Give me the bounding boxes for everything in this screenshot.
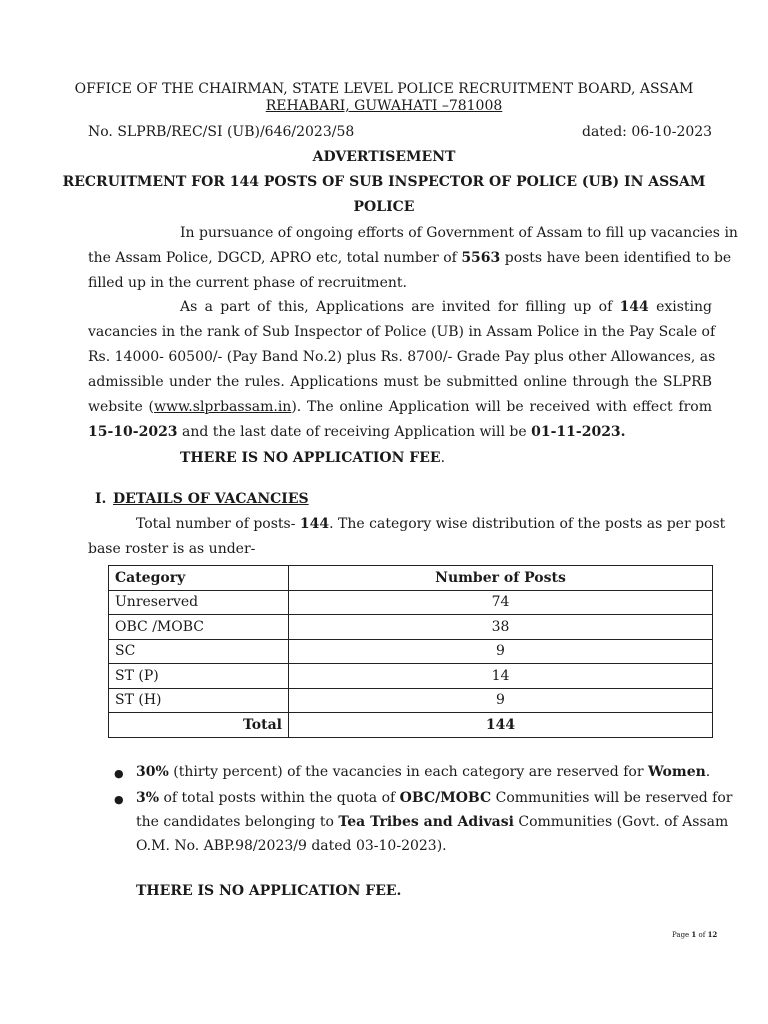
cell-posts: 74 bbox=[289, 590, 713, 615]
reference-number: No. SLPRB/REC/SI (UB)/646/2023/58 bbox=[88, 124, 355, 140]
header-category: Category bbox=[109, 566, 289, 591]
women-label: Women bbox=[647, 764, 706, 780]
bullet-icon: ● bbox=[114, 793, 124, 806]
recruitment-title-line2: POLICE bbox=[353, 199, 415, 215]
section-heading-vacancies: DETAILS OF VACANCIES bbox=[113, 491, 309, 507]
recruitment-title-line1: RECRUITMENT FOR 144 POSTS OF SUB INSPECTOR OF POLICE (UB) IN ASSAM bbox=[62, 174, 706, 190]
bullet-icon: ● bbox=[114, 767, 124, 780]
para1-line3: filled up in the current phase of recruitment. bbox=[88, 275, 407, 291]
no-fee-dot: . bbox=[440, 450, 446, 466]
bullet2-text: of total posts within the quota of bbox=[159, 790, 400, 806]
advertisement-title: ADVERTISEMENT bbox=[312, 149, 456, 165]
para1-text: posts have been identified to be bbox=[500, 250, 732, 266]
page-current: 1 bbox=[691, 930, 697, 939]
obc-mobc-label: OBC/MOBC bbox=[399, 790, 492, 806]
cell-total-label: Total bbox=[109, 713, 289, 738]
total-posts-count: 5563 bbox=[461, 250, 501, 266]
no-fee-text: THERE IS NO APPLICATION FEE bbox=[180, 450, 441, 466]
para2-line5 bbox=[88, 395, 712, 420]
office-address-text: REHABARI, GUWAHATI –781008 bbox=[265, 98, 503, 114]
vacancy-table bbox=[108, 565, 713, 738]
page-of: of bbox=[696, 931, 708, 939]
paragraph-applications bbox=[88, 295, 716, 445]
table-row bbox=[109, 590, 713, 615]
cell-category: SC bbox=[109, 639, 289, 664]
cell-posts: 14 bbox=[289, 664, 713, 689]
table-row bbox=[109, 639, 713, 664]
intro-total: 144 bbox=[299, 516, 330, 532]
para2-text: ). The online Application will be received with effect from bbox=[291, 399, 712, 415]
bullet2-text: the candidates belonging to bbox=[136, 814, 339, 830]
page-prefix: Page bbox=[672, 931, 692, 939]
page-number bbox=[672, 930, 717, 939]
cell-category: ST (P) bbox=[109, 664, 289, 689]
bullet1-text: (thirty percent) of the vacancies in each category are reserved for bbox=[168, 764, 648, 780]
table-row bbox=[109, 664, 713, 689]
no-fee-notice-2: THERE IS NO APPLICATION FEE. bbox=[136, 883, 402, 899]
para2-text: website ( bbox=[88, 399, 155, 415]
office-address bbox=[0, 98, 768, 114]
tea-tribes-percent: 3% bbox=[136, 790, 160, 806]
table-row bbox=[109, 615, 713, 640]
para2-text: and the last date of receiving Application will be bbox=[177, 424, 532, 440]
website-link[interactable]: www.slprbassam.in bbox=[154, 399, 292, 415]
document-date: dated: 06-10-2023 bbox=[582, 124, 713, 140]
table-total-row bbox=[109, 713, 713, 738]
cell-category: Unreserved bbox=[109, 590, 289, 615]
last-date: 01-11-2023. bbox=[531, 424, 626, 440]
no-fee-notice bbox=[180, 450, 445, 466]
para2-text: existing bbox=[648, 299, 712, 315]
bullet1-line1 bbox=[136, 760, 712, 784]
bullet1-dot: . bbox=[705, 764, 711, 780]
table-row bbox=[109, 688, 713, 713]
para1-line2 bbox=[88, 246, 732, 271]
bullet2-text: Communities (Govt. of Assam bbox=[513, 814, 729, 830]
para1-line1: In pursuance of ongoing efforts of Government of Assam to fill up vacancies in bbox=[180, 225, 738, 241]
tea-tribes-label: Tea Tribes and Adivasi bbox=[338, 814, 514, 830]
bullet2-line3: O.M. No. ABP.98/2023/9 dated 03-10-2023). bbox=[136, 838, 447, 854]
bullet2-line2 bbox=[136, 810, 729, 834]
header-number-of-posts: Number of Posts bbox=[289, 566, 713, 591]
vacancies-intro-line2: base roster is as under- bbox=[88, 541, 256, 557]
vacancies-intro bbox=[136, 516, 725, 532]
cell-posts: 9 bbox=[289, 639, 713, 664]
bullet2-line1 bbox=[136, 786, 733, 810]
cell-total-value: 144 bbox=[289, 713, 713, 738]
cell-category: ST (H) bbox=[109, 688, 289, 713]
intro-text: Total number of posts- bbox=[136, 516, 300, 532]
page-total: 12 bbox=[707, 930, 718, 939]
table-header-row bbox=[109, 566, 713, 591]
cell-posts: 38 bbox=[289, 615, 713, 640]
start-date: 15-10-2023 bbox=[88, 424, 178, 440]
intro-text: . The category wise distribution of the posts as per post bbox=[329, 516, 726, 532]
cell-posts: 9 bbox=[289, 688, 713, 713]
para1-text: the Assam Police, DGCD, APRO etc, total number of bbox=[88, 250, 462, 266]
para2-text: As a part of this, Applications are invited for filling up of bbox=[180, 299, 620, 315]
para2-line6 bbox=[88, 420, 712, 445]
cell-category: OBC /MOBC bbox=[109, 615, 289, 640]
women-percent: 30% bbox=[136, 764, 169, 780]
section-numeral: I. bbox=[95, 491, 107, 507]
si-posts-count: 144 bbox=[619, 299, 649, 315]
para2-line1 bbox=[88, 295, 712, 320]
para2-line3: Rs. 14000- 60500/- (Pay Band No.2) plus Rs. 8700/- Grade Pay plus other Allowances, as bbox=[88, 349, 716, 365]
office-title: OFFICE OF THE CHAIRMAN, STATE LEVEL POLICE RECRUITMENT BOARD, ASSAM bbox=[74, 81, 694, 97]
bullet-women-reservation bbox=[136, 760, 712, 784]
para2-line4: admissible under the rules. Applications must be submitted online through the SLPRB bbox=[88, 374, 712, 390]
bullet-tea-tribes-reservation bbox=[136, 786, 733, 858]
bullet2-text: Communities will be reserved for bbox=[491, 790, 733, 806]
para2-line2: vacancies in the rank of Sub Inspector of Police (UB) in Assam Police in the Pay Scale of bbox=[88, 324, 716, 340]
paragraph-pursuance bbox=[88, 221, 738, 296]
